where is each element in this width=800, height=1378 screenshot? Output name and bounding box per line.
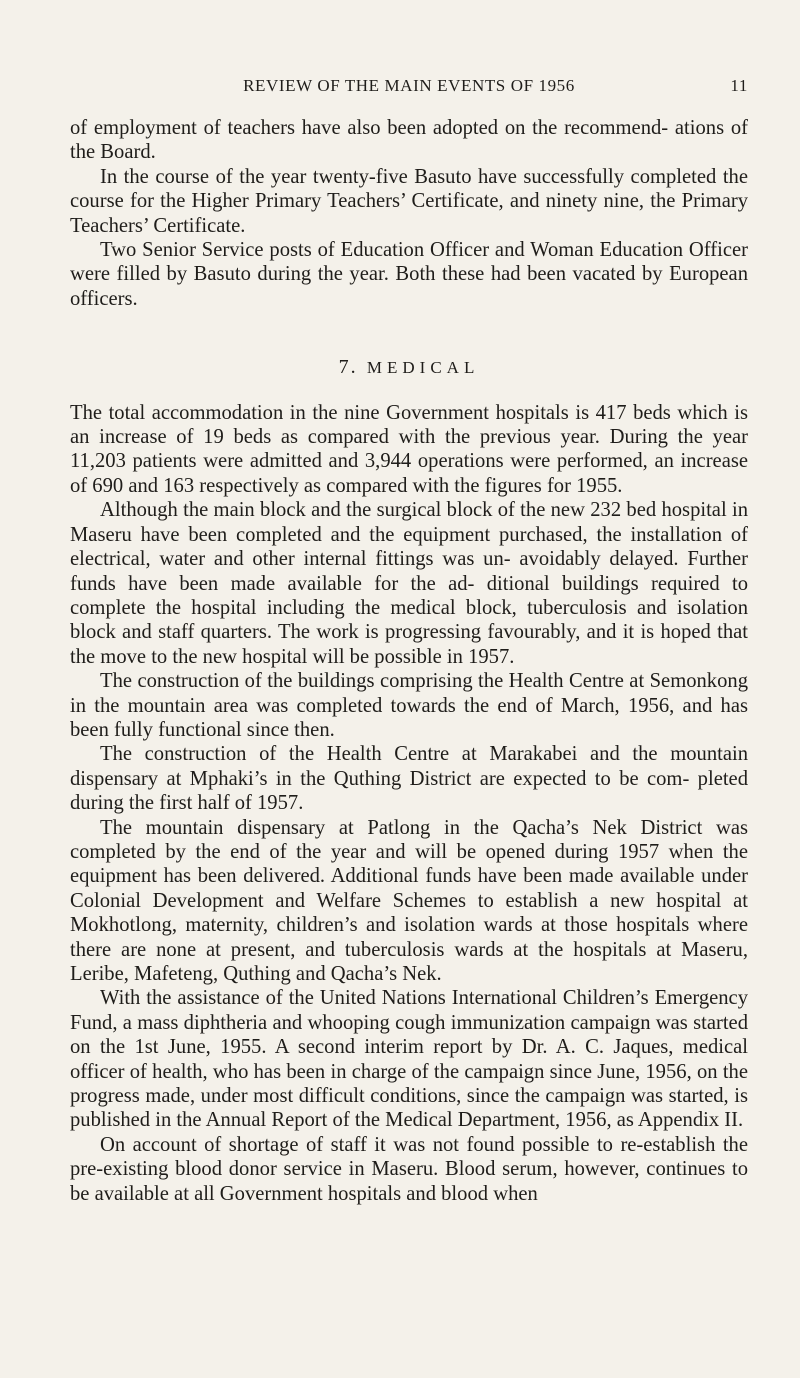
section-heading (70, 355, 748, 380)
section-title: MEDICAL (366, 358, 480, 378)
paragraph: The construction of the buildings comprising the Health Centre at Semonkong in the mountain area was completed towards the end of March, 1956, and has been fully functional since then. (70, 670, 748, 741)
paragraph: Two Senior Service posts of Education Officer and Woman Education Officer were filled by Basuto during the year. Both these had been vacated by European officers. (70, 239, 748, 310)
running-head-title: REVIEW OF THE MAIN EVENTS OF 1956 (243, 76, 575, 95)
running-head (70, 76, 748, 102)
paragraph: With the assistance of the United Nations International Children’s Emergency Fund, a mass diphtheria and whooping cough immunization campaign was started on the 1st June, 1955. A second interim report by Dr. A. C. Jaques, medical officer of health, who has been in charge of the campaign since June, 1956, on the progress made, under most difficult conditions, since the campaign was started, is published in the Annual Report of the Medical Department, 1956, as Appendix II. (70, 987, 748, 1132)
paragraph: of employment of teachers have also been adopted on the recommend- ations of the Board. (70, 117, 748, 164)
paragraph: The mountain dispensary at Patlong in the Qacha’s Nek District was completed by the end of the year and will be opened during 1957 when the equipment has been delivered. Additional funds have been made available under Colonial Development and Welfare Schemes to establish a new hospital at Mokhotlong, maternity, children’s and isolation wards at those hospitals where there are none at present, and tuberculosis wards at the hospitals at Maseru, Leribe, Mafeteng, Quthing and Qacha’s Nek. (70, 816, 748, 985)
paragraph: The construction of the Health Centre at Marakabei and the mountain dispensary at Mphaki’s in the Quthing District are expected to be com- pleted during the first half of 1957. (70, 743, 748, 815)
section-number: 7. (338, 356, 358, 379)
paragraph: Although the main block and the surgical block of the new 232 bed hospital in Maseru have been completed and the equipment purchased, the installation of electrical, water and other internal fittings was un- avoidably delayed. Further funds have been made available for the ad- ditional buildings required to complete the hospital including the medical block, tuberculosis and isolation block and staff quarters. The work is progressing favourably, and it is hoped that the move to the new hospital will be possible in 1957. (70, 499, 748, 668)
body-text (70, 116, 748, 1206)
paragraph: In the course of the year twenty-five Basuto have successfully completed the course for the Higher Primary Teachers’ Certificate, and ninety nine, the Primary Teachers’ Certificate. (70, 165, 748, 237)
paragraph: The total accommodation in the nine Government hospitals is 417 beds which is an increase of 19 beds as compared with the previous year. During the year 11,203 patients were admitted and 3,944 operations were performed, an increase of 690 and 163 respectively as compared with the figures for 1955. (70, 401, 748, 497)
paragraph: On account of shortage of staff it was not found possible to re-establish the pre-existing blood donor service in Maseru. Blood serum, however, continues to be available at all Government hospitals and blood when (70, 1133, 748, 1205)
page-number: 11 (730, 76, 748, 95)
